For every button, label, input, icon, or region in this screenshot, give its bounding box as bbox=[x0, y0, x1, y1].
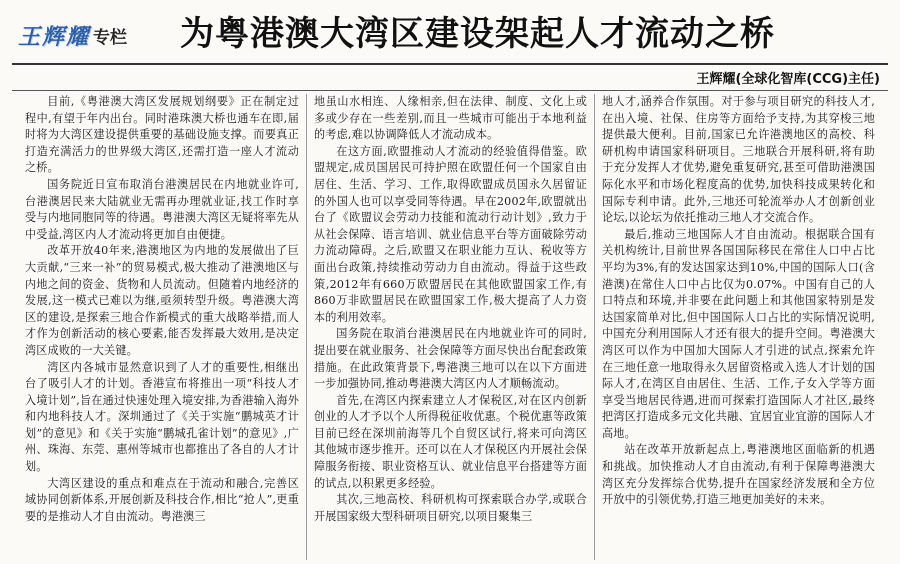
author-byline: 王辉耀(全球化智库(CCG)主任) bbox=[696, 72, 880, 87]
article-body bbox=[18, 94, 884, 560]
paragraph-continued: 地人才,涵养合作氛围。对于参与项目研究的科技人才,在出入境、社保、住房等方面给予支持,为其穿梭三地提供最大便利。目前,国家已允许港澳地区的高校、科研机构申请国家科研项目。三地联合开展科研,将有助于充分发挥人才优势,避免重复研究,甚至可借助港澳国际化水平和市场化程度高的优势,加快科技成果转化和国际专利申请。此外,三地还可轮流举办人才创新创业论坛,以论坛为依托推动三地人才交流合作。 bbox=[602, 95, 875, 225]
paragraph: 国务院近日宣布取消台港澳居民在内地就业许可,台港澳居民来大陆就业无需再办理就业证,找工作时享受与内地同胞同等的待遇。粤港澳大湾区无疑将率先从中受益,湾区内人才流动将更加自由便捷。 bbox=[25, 177, 299, 241]
paragraph-continued: 地虽山水相连、人缘相亲,但在法律、制度、文化上或多或少存在一些差别,而且一些城市可能出于本地利益的考虑,难以协调降低人才流动成本。 bbox=[314, 95, 587, 142]
paragraph: 其次,三地高校、科研机构可探索联合办学,或联合开展国家级大型科研项目研究,以项目聚集三 bbox=[314, 493, 587, 523]
paragraph: 湾区内各城市显然意识到了人才的重要性,相继出台了吸引人才的计划。香港宣布将推出一项“科技人才入境计划”,旨在通过快速处理入境安排,为香港输入海外和内地科技人才。深圳通过了《关于实施“鹏城英才计划”的意见》和《关于实施“鹏城孔雀计划”的意见》,广州、珠海、东莞、惠州等城市也都推出了各自的人才计划。 bbox=[25, 360, 299, 474]
paragraph: 国务院在取消台港澳居民在内地就业许可的同时,提出要在就业服务、社会保障等方面尽快出台配套政策措施。在此政策背景下,粤港澳三地可以在以下方面进一步加强协同,推动粤港澳大湾区内人才顺畅流动。 bbox=[314, 327, 587, 391]
column-tag bbox=[18, 20, 166, 50]
column-label: 专栏 bbox=[93, 27, 128, 48]
paragraph: 大湾区建设的重点和难点在于流动和融合,完善区域协同创新体系,开展创新及科技合作,相比“抢人”,更重要的是推动人才自由流动。粤港澳三 bbox=[25, 476, 299, 523]
byline-divider bbox=[12, 90, 888, 91]
text-column-3 bbox=[594, 94, 882, 560]
columnist-name-logo: 王辉耀 bbox=[18, 24, 91, 50]
article-header bbox=[0, 0, 900, 62]
paragraph: 站在改革开放新起点上,粤港澳地区面临新的机遇和挑战。加快推动人才自由流动,有利于保障粤港澳大湾区充分发挥综合优势,提升在国家经济发展和全方位开放中的引领优势,打造三地更加美好的未来。 bbox=[602, 443, 875, 507]
text-column-2 bbox=[306, 94, 594, 560]
paragraph: 目前,《粤港澳大湾区发展规划纲要》正在制定过程中,有望于年内出台。同时港珠澳大桥也通车在即,届时将为大湾区建设提供重要的基础设施支撑。而要真正打造充满活力的世界级大湾区,还需打造一座人才流动之桥。 bbox=[25, 95, 299, 175]
text-column-1 bbox=[18, 94, 306, 560]
header-divider bbox=[12, 63, 888, 65]
paragraph: 最后,推动三地国际人才自由流动。根据联合国有关机构统计,目前世界各国国际移民在常住人口中占比平均为3%,有的发达国家达到10%,中国的国际人口(含港澳)在常住人口中占比仅为0.07%。中国有自己的人口特点和环境,并非要在此问题上和其他国家特别是发达国家简单对比,但中国国际人口占比的实际情况说明,中国充分利用国际人才还有很大的提升空间。粤港澳大湾区可以作为中国加大国际人才引进的试点,探索允许在三地任意一地取得永久居留资格或入选人才计划的国际人才,在湾区自由居住、生活、工作,子女入学等方面享受当地居民待遇,进而可探索打造国际人才社区,最终把湾区打造成多元文化共融、宜居宜业宜游的国际人才高地。 bbox=[602, 227, 875, 440]
paragraph: 改革开放40年来,港澳地区为内地的发展做出了巨大贡献,“三来一补”的贸易模式,极大推动了港澳地区与内地之间的资金、货物和人员流动。但随着内地经济的发展,这一模式已难以为继,亟须转型升级。粤港澳大湾区的建设,是探索三地合作新模式的重大战略举措,而人才作为创新活动的核心要素,能否发挥最大效用,是决定湾区成败的一大关键。 bbox=[25, 244, 299, 357]
article-headline: 为粤港澳大湾区建设架起人才流动之桥 bbox=[180, 14, 775, 54]
paragraph: 在这方面,欧盟推动人才流动的经验值得借鉴。欧盟规定,成员国居民可持护照在欧盟任何一个国家自由居住、生活、学习、工作,取得欧盟成员国永久居留证的外国人也可以享受同等待遇。早在2002年,欧盟就出台了《欧盟议会劳动力技能和流动行动计划》,致力于从社会保障、语言培训、就业信息平台等方面破除劳动力流动障碍。之后,欧盟又在职业能力互认、税收等方面出台政策,持续推动劳动力自由流动。得益于这些政策,2012年有660万欧盟居民在其他欧盟国家工作,有860万非欧盟居民在欧盟国家工作,极大提高了人力资本的利用效率。 bbox=[314, 144, 587, 324]
paragraph: 首先,在湾区内探索建立人才保税区,对在区内创新创业的人才予以个人所得税征收优惠。个税优惠等政策目前已经在深圳前海等几个自贸区试行,将来可向湾区其他城市逐步推开。还可以在人才保税区内开展社会保障服务衔接、职业资格互认、就业信息平台搭建等方面的试点,以积累更多经验。 bbox=[314, 393, 587, 490]
